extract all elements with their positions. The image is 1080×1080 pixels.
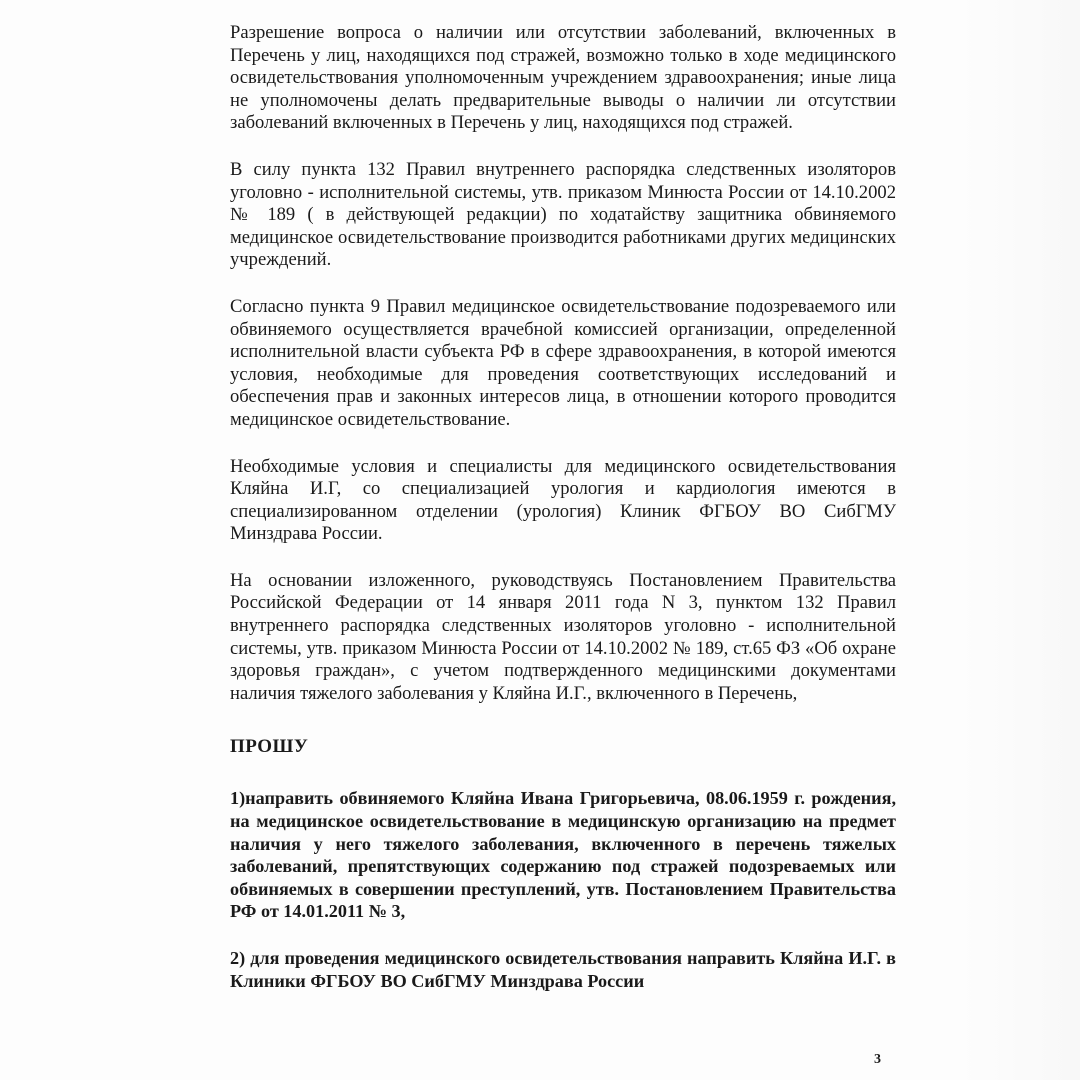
request-item-1: 1)направить обвиняемого Кляйна Ивана Григорьевича, 08.06.1959 г. рождения, на медицинское освидетельствование в медицинскую организацию на предмет наличия у него тяжелого заболевания, включенного в перечень тяжелых заболеваний, препятствующих содержанию под стражей подозреваемых или обвиняемых в совершении преступлений, утв. Постановлением Правительства РФ от 14.01.2011 № 3,	[230, 788, 896, 922]
request-heading: ПРОШУ	[230, 736, 309, 758]
page-number: 3	[874, 1052, 881, 1067]
paragraph-4: Необходимые условия и специалисты для медицинского освидетельствования Кляйна И.Г, со специализацией урология и кардиология имеются в специализированном отделении (урология) Клиник ФГБОУ ВО СибГМУ Минздрава России.	[230, 455, 896, 545]
page-edge-shadow	[960, 0, 1080, 1080]
paragraph-5: На основании изложенного, руководствуясь Постановлением Правительства Российской Федерации от 14 января 2011 года N 3, пунктом 132 Правил внутреннего распорядка следственных изоляторов уголовно - исполнительной системы, утв. приказом Минюста России от 14.10.2002 № 189, ст.65 ФЗ «Об охране здоровья граждан», с учетом подтвержденного медицинскими документами наличия тяжелого заболевания у Кляйна И.Г., включенного в Перечень,	[230, 569, 896, 704]
paragraph-2: В силу пункта 132 Правил внутреннего распорядка следственных изоляторов уголовно - исполнительной системы, утв. приказом Минюста России от 14.10.2002 № 189 ( в действующей редакции) по ходатайству защитника обвиняемого медицинское освидетельствование производится работниками других медицинских учреждений.	[230, 158, 896, 271]
paragraph-1: Разрешение вопроса о наличии или отсутствии заболеваний, включенных в Перечень у лиц, находящихся под стражей, возможно только в ходе медицинского освидетельствования уполномоченным учреждением здравоохранения; иные лица не уполномочены делать предварительные выводы о наличии ли отсутствии заболеваний включенных в Перечень у лиц, находящихся под стражей.	[230, 22, 896, 134]
paragraph-3: Согласно пункта 9 Правил медицинское освидетельствование подозреваемого или обвиняемого осуществляется врачебной комиссией организации, определенной исполнительной власти субъекта РФ в сфере здравоохранения, в которой имеются условия, необходимые для проведения соответствующих исследований и обеспечения прав и законных интересов лица, в отношении которого проводится медицинское освидетельствование.	[230, 295, 896, 430]
document-body	[230, 22, 896, 992]
request-item-2: 2) для проведения медицинского освидетельствования направить Кляйна И.Г. в Клиники ФГБОУ ВО СибГМУ Минздрава России	[230, 948, 896, 991]
